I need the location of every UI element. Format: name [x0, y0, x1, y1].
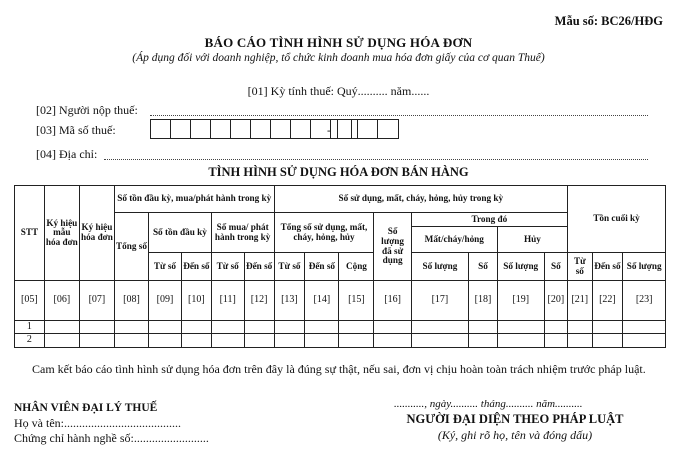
header-used-qty: Số lượng đã sử dụng [374, 213, 411, 281]
header-to-no: Đến số [244, 253, 274, 281]
column-code: [23] [623, 281, 666, 321]
tax-code-digit[interactable] [231, 120, 251, 138]
column-code: [17] [411, 281, 468, 321]
table-row[interactable] [15, 334, 666, 348]
column-code: [09] [149, 281, 182, 321]
column-code: [16] [374, 281, 411, 321]
agent-name-field[interactable]: Họ và tên:....................................... [14, 416, 181, 430]
column-code: [08] [114, 281, 148, 321]
column-code: [07] [79, 281, 114, 321]
column-code: [10] [181, 281, 211, 321]
header-from-no: Từ số [149, 253, 182, 281]
form-code: Mẫu số: BC26/HĐG [554, 14, 663, 28]
row-number: 1 [15, 321, 45, 334]
agent-title: NHÂN VIÊN ĐẠI LÝ THUẾ [14, 402, 158, 414]
header-from-no: Từ số [274, 253, 305, 281]
column-code: [21] [568, 281, 592, 321]
signature-date[interactable]: ..........., ngày.......... tháng.......... năm.......... [394, 398, 583, 410]
header-from-no: Từ số [568, 253, 592, 281]
column-code: [12] [244, 281, 274, 321]
header-number: Số [469, 253, 498, 281]
header-quantity: Số lượng [411, 253, 468, 281]
header-lost: Mất/cháy/hỏng [411, 227, 497, 253]
tax-code-digit[interactable] [378, 120, 398, 138]
table-row[interactable] [15, 321, 666, 334]
header-to-no: Đến số [592, 253, 623, 281]
column-code: [15] [339, 281, 374, 321]
header-closing-group: Tồn cuối kỳ [568, 186, 666, 253]
tax-period: [01] Kỳ tính thuế: Quý.......... năm...... [247, 84, 430, 98]
legal-rep-note: (Ký, ghi rõ họ, tên và đóng dấu) [437, 428, 593, 442]
header-sum: Cộng [339, 253, 374, 281]
header-to-no: Đến số [305, 253, 339, 281]
taxpayer-field[interactable] [150, 115, 648, 116]
tax-code-digit[interactable] [291, 120, 311, 138]
tax-code-digit[interactable] [271, 120, 291, 138]
header-invoice-symbol: Ký hiệu hóa đơn [79, 186, 114, 281]
tax-code-digit[interactable] [191, 120, 211, 138]
header-form-symbol: Ký hiệu mẫu hóa đơn [44, 186, 79, 281]
row-number: 2 [15, 334, 45, 348]
tax-code-separator: - [327, 123, 331, 137]
header-purchased: Số mua/ phát hành trong kỳ [211, 213, 274, 253]
header-opening-group: Số tồn đầu kỳ, mua/phát hành trong kỳ [114, 186, 274, 213]
column-code: [19] [497, 281, 544, 321]
column-code: [20] [544, 281, 567, 321]
tax-code-digit[interactable] [251, 120, 271, 138]
address-label: [04] Địa chỉ: [36, 147, 98, 161]
tax-code-boxes[interactable] [150, 119, 352, 139]
column-code: [22] [592, 281, 623, 321]
tax-code-label: [03] Mã số thuế: [36, 123, 116, 137]
column-code: [13] [274, 281, 305, 321]
header-total-count: Tổng số [114, 213, 148, 281]
tax-code-digit[interactable] [358, 120, 378, 138]
header-number: Số [544, 253, 567, 281]
invoice-usage-table [14, 185, 666, 348]
table-section-title: TÌNH HÌNH SỬ DỤNG HÓA ĐƠN BÁN HÀNG [208, 165, 469, 179]
tax-code-digit[interactable] [151, 120, 171, 138]
tax-code-digit[interactable] [338, 120, 358, 138]
header-used-group: Số sử dụng, mất, cháy, hỏng, hủy trong kỳ [274, 186, 568, 213]
header-cancelled: Hủy [497, 227, 567, 253]
column-code: [14] [305, 281, 339, 321]
header-to-no: Đến số [181, 253, 211, 281]
tax-code-digit[interactable] [171, 120, 191, 138]
header-quantity: Số lượng [497, 253, 544, 281]
column-code: [05] [15, 281, 45, 321]
header-opening-stock: Số tồn đầu kỳ [149, 213, 212, 253]
header-of-which: Trong đó [411, 213, 567, 227]
report-title: BÁO CÁO TÌNH HÌNH SỬ DỤNG HÓA ĐƠN [204, 35, 473, 50]
column-code: [11] [211, 281, 244, 321]
address-field[interactable] [104, 159, 648, 160]
tax-code-digit[interactable] [211, 120, 231, 138]
header-quantity: Số lượng [623, 253, 666, 281]
agent-cert-field[interactable]: Chứng chỉ hành nghề số:......................... [14, 431, 209, 445]
header-total-used: Tổng số sử dụng, mất, cháy, hỏng, hủy [274, 213, 374, 253]
header-stt: STT [15, 186, 45, 281]
legal-rep-title: NGƯỜI ĐẠI DIỆN THEO PHÁP LUẬT [406, 412, 624, 426]
taxpayer-label: [02] Người nộp thuế: [36, 103, 138, 117]
header-from-no: Từ số [211, 253, 244, 281]
tax-code-suffix-boxes[interactable] [337, 119, 399, 139]
column-code: [18] [469, 281, 498, 321]
commitment-statement: Cam kết báo cáo tình hình sử dụng hóa đơn trên đây là đúng sự thật, nếu sai, đơn vị chịu hoàn toàn trách nhiệm trước pháp luật. [32, 362, 646, 376]
column-code: [06] [44, 281, 79, 321]
report-subtitle: (Áp dụng đối với doanh nghiệp, tổ chức kinh doanh mua hóa đơn giấy của cơ quan Thuế) [132, 52, 545, 64]
column-code-row [15, 281, 666, 321]
